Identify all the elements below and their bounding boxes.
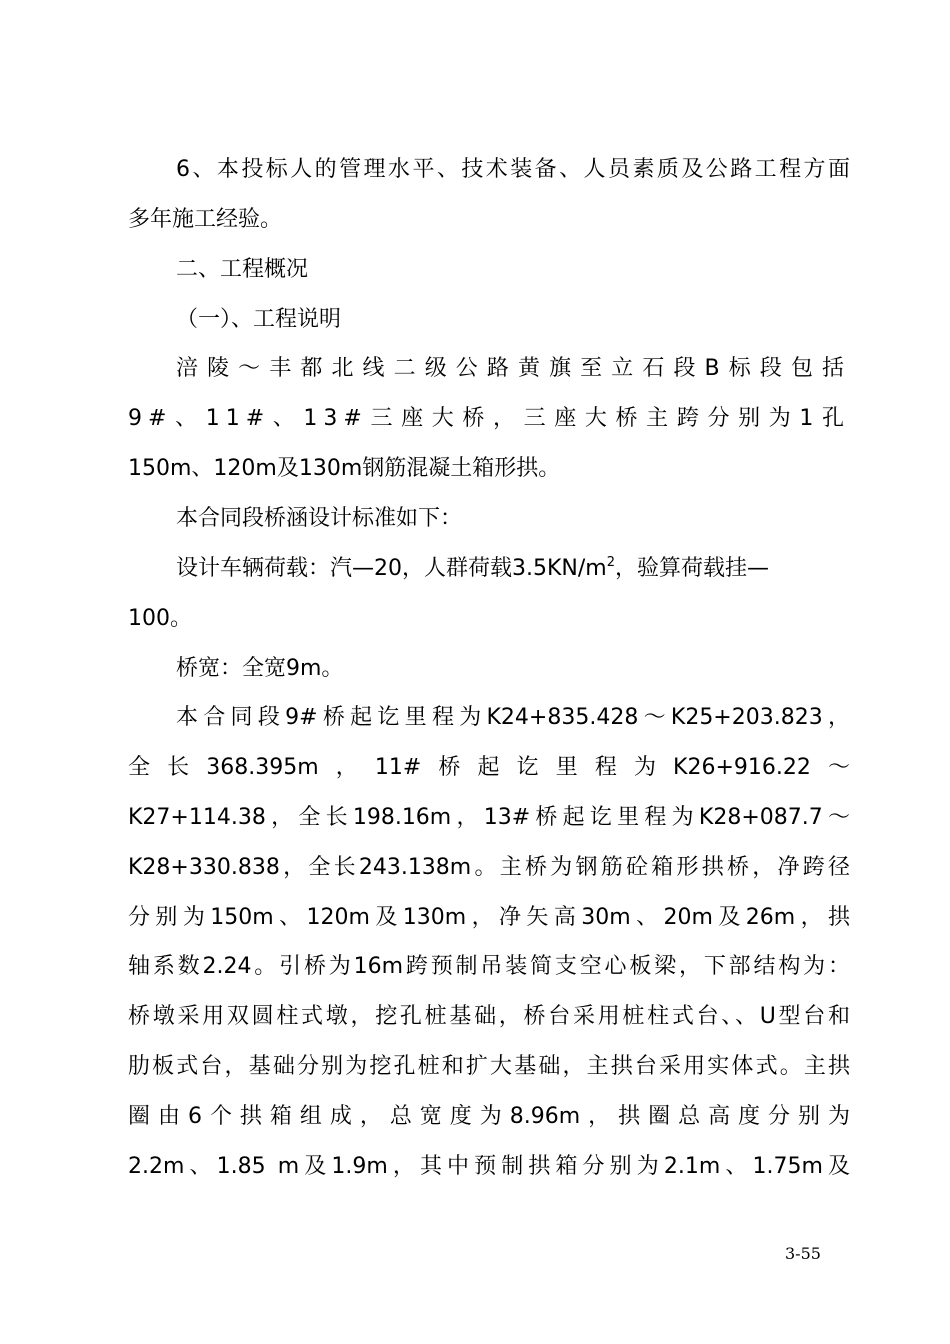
paragraph-line: 2.2m、1.85 m及1.9m，其中预制拱箱分别为2.1m、1.75m及 [128,1154,850,1179]
paragraph-line: 本合同段桥涵设计标准如下： [176,506,463,531]
design-load-tail: ，验算荷载挂— [615,556,770,581]
paragraph-line: 6、本投标人的管理水平、技术装备、人员素质及公路工程方面 [176,157,850,182]
paragraph-line: 圈由6个拱箱组成，总宽度为8.96m，拱圈总高度分别为 [128,1104,850,1129]
paragraph-line: 肋板式台，基础分别为挖孔桩和扩大基础，主拱台采用实体式。主拱 [128,1054,850,1079]
paragraph-line: 分别为150m、120m及130m，净矢高30m、20m及26m，拱 [128,905,850,930]
paragraph-line: 9#、11#、13#三座大桥，三座大桥主跨分别为1孔 [128,406,850,431]
paragraph-line: 涪陵～丰都北线二级公路黄旗至立石段B标段包括 [176,356,850,381]
paragraph-line: 桥宽：全宽9m。 [176,656,344,681]
paragraph-line: K27+114.38，全长198.16m，13#桥起讫里程为K28+087.7～ [128,805,850,830]
design-load-text: 设计车辆荷载：汽—20，人群荷载3.5KN/m [176,556,607,581]
paragraph-line: 本合同段9#桥起讫里程为K24+835.428～K25+203.823， [176,705,850,730]
page-number: 3-55 [785,1244,821,1263]
paragraph-line: 全长368.395m，11#桥起讫里程为K26+916.22～ [128,755,850,780]
superscript-2: 2 [606,555,615,570]
paragraph-line: 轴系数2.24。引桥为16m跨预制吊装简支空心板梁，下部结构为： [128,954,850,979]
design-load-line [176,544,850,594]
paragraph-line: K28+330.838，全长243.138m。主桥为钢筋砼箱形拱桥，净跨径 [128,855,850,880]
paragraph-line: 150m、120m及130m钢筋混凝土箱形拱。 [128,456,561,481]
section-heading: 二、工程概况 [176,257,309,282]
subsection-heading: （一）、工程说明 [176,307,342,332]
paragraph-line: 100。 [128,606,192,631]
paragraph-line: 多年施工经验。 [128,207,283,232]
paragraph-line: 桥墩采用双圆柱式墩，挖孔桩基础，桥台采用桩柱式台、、U型台和 [128,1004,850,1029]
